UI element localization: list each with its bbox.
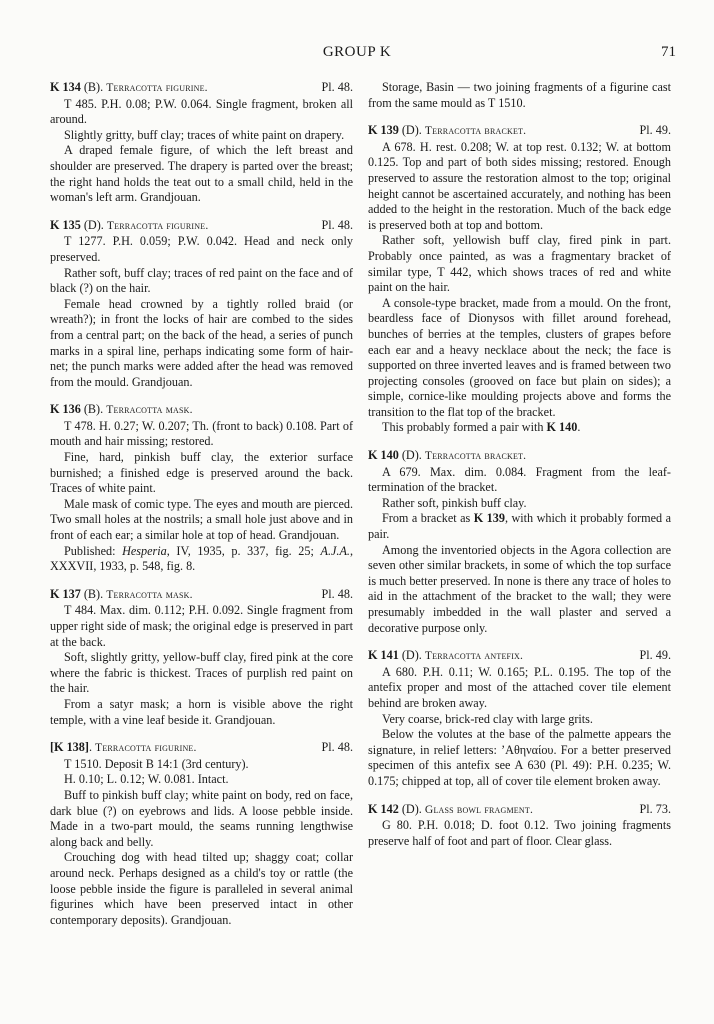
entry-heading [50, 402, 353, 418]
entry-heading [50, 218, 353, 234]
entry-paragraph: Storage, Basin — two joining fragments of a figurine cast from the same mould as T 1510. [368, 80, 671, 110]
catalog-entry-k138-continued [368, 80, 671, 111]
publication-label: Published: [64, 543, 123, 558]
entry-deposit: (B). [80, 402, 107, 417]
entry-paragraph: T 1277. P.H. 0.059; P.W. 0.042. Head and neck only preserved. [50, 234, 353, 264]
entry-paragraph: T 1510. Deposit B 14:1 (3rd century). [64, 756, 249, 771]
plate-reference: Pl. 48. [321, 586, 353, 601]
entry-heading [368, 448, 671, 464]
entry-deposit: (D). [398, 648, 425, 663]
entry-id: K 134 [50, 80, 81, 94]
entry-paragraph: Rather soft, buff clay; traces of red paint on the face and of black (?) on the hair. [50, 265, 353, 296]
entry-type: Terracotta figurine. [106, 81, 208, 94]
catalog-entry-k134 [50, 80, 353, 206]
entry-type: Terracotta antefix. [424, 649, 524, 663]
entry-deposit: (D). [398, 123, 425, 138]
catalog-entry-k140 [368, 448, 671, 636]
entry-paragraph: Soft, slightly gritty, yellow-buff clay, fired pink at the core where the fabric is thickest. Traces of purplish red paint on the hair. [50, 650, 353, 696]
entry-deposit: (B). [80, 80, 107, 94]
page-number: 71 [661, 44, 676, 60]
entry-paragraph: Below the volutes at the base of the palmette appears the signature, in relief letters: ’Αθηναίου. For a better preserved specimen of this antefix see A 630 (Pl. 49): P.H. 0.235; W. 0.175; chipped at top, all of cover tile element broken away. [368, 727, 671, 788]
catalog-entry-k136 [50, 402, 353, 575]
entry-type: Terracotta figurine. [95, 741, 197, 755]
entry-paragraph: A draped female figure, of which the left breast and shoulder are preserved. The drapery is parted over the breast; the right hand holds the teat out to a small child, held in the woman's left arm. Grandjouan. [50, 143, 353, 205]
publication-reference [50, 544, 353, 575]
entry-paragraph: Among the inventoried objects in the Agora collection are seven other similar brackets, in some of which the top surface is much better preserved. In none is there any trace of holes to aid in the attachment of the bracket to the wall; they were presumably imbedded in the wall plaster and served a decorative purpose only. [368, 542, 671, 635]
entry-paragraph: Fine, hard, pinkish buff clay, the exterior surface burnished; a finished edge is preserved around the back. Traces of white paint. [50, 450, 353, 496]
entry-deposit: (B). [80, 586, 107, 601]
entry-id: K 142 [368, 801, 399, 816]
plate-reference: Pl. 49. [639, 648, 671, 663]
plate-reference: Pl. 48. [321, 740, 353, 755]
text-run: From a bracket as [382, 511, 474, 526]
entry-type: Terracotta bracket. [424, 124, 527, 138]
entry-id: K 136 [50, 402, 81, 417]
entry-id: K 135 [50, 217, 81, 232]
entry-paragraph: Rather soft, pinkish buff clay. [382, 495, 527, 510]
text-run: This probably formed a pair with [382, 420, 547, 435]
entry-heading [50, 587, 353, 603]
entry-type: Terracotta bracket. [424, 449, 527, 463]
entry-paragraph: T 484. Max. dim. 0.112; P.H. 0.092. Single fragment from upper right side of mask; the original edge is preserved in part at the back. [50, 603, 353, 649]
entry-paragraph: Slightly gritty, buff clay; traces of white paint on drapery. [64, 127, 345, 142]
entry-heading [368, 123, 671, 139]
entry-paragraph: G 80. P.H. 0.018; D. foot 0.12. Two joining fragments preserve half of foot and part of floor. Clear glass. [368, 818, 671, 848]
cross-reference: K 140 [546, 420, 578, 435]
catalog-entry-k137 [50, 587, 353, 728]
entry-id: K 140 [368, 448, 399, 463]
entry-paragraph: Buff to pinkish buff clay; white paint on body, red on face, dark blue (?) on eyebrows and lids. A loose pebble inside. Made in a two-part mould, the seams running lengthwise along back and belly. [50, 787, 353, 849]
entry-paragraph: T 478. H. 0.27; W. 0.207; Th. (front to back) 0.108. Part of mouth and hair missing; restored. [50, 418, 353, 449]
catalog-entry-k142 [368, 802, 671, 850]
entry-heading [368, 802, 671, 818]
left-column [50, 80, 353, 940]
entry-paragraph: A 678. H. rest. 0.208; W. at top rest. 0.132; W. at bottom 0.125. Top and part of both sides missing; restored. Enough preserved to assure the restoration almost to the top; original height cannot be ascertained accurately, and nothing has been added to the height in the restoration. Much of the back edge is preserved both at top and bottom. [368, 139, 671, 232]
entry-deposit: (D). [398, 801, 425, 816]
right-column [368, 80, 671, 861]
text-run: . [577, 420, 581, 435]
entry-deposit: (D). [398, 448, 425, 463]
entry-heading [50, 740, 353, 756]
entry-id: K 141 [368, 648, 399, 663]
entry-paragraph: A console-type bracket, made from a mould. On the front, beardless face of Dionysos with fillet around forehead, bunches of berries at the temples, clusters of grapes before each ear and a heavy necklace about the neck; the face is supported on three inverted leaves and is framed between two projecting consoles (grooved on face but plain on sides); a simple, cornice-like moulding projects above and forms the transition to the flat top of the bracket. [368, 295, 671, 419]
entry-heading [368, 648, 671, 664]
entry-paragraph: Female head crowned by a tightly rolled braid (or wreath?); in front the locks of hair are combed to the sides from a central part; on the back of the head, a series of punch marks in a spiral line, perhaps indicating some form of hair-net; the punch marks were added after the head was removed from the mould. Grandjouan. [50, 296, 353, 389]
entry-paragraph: A 679. Max. dim. 0.084. Fragment from the leaf-termination of the bracket. [368, 464, 671, 495]
plate-reference: Pl. 48. [321, 217, 353, 232]
entry-paragraph: Male mask of comic type. The eyes and mouth are pierced. Two small holes at the nostrils; a small hole just above and in front of each ear; a similar hole at top of head. Grandjouan. [50, 496, 353, 543]
entry-id: [K 138] [50, 740, 89, 755]
entry-id: K 137 [50, 586, 81, 601]
entry-paragraph: From a satyr mask; a horn is visible above the right temple, with a vine leaf beside it. Grandjouan. [50, 696, 353, 727]
entry-deposit: (D). [80, 217, 107, 232]
plate-reference: Pl. 73. [639, 801, 671, 816]
catalog-entry-k139 [368, 123, 671, 436]
entry-id: K 139 [368, 123, 399, 138]
entry-paragraph [368, 511, 671, 542]
plate-reference: Pl. 49. [639, 123, 671, 138]
catalog-entry-k138 [50, 740, 353, 928]
running-header: GROUP K [322, 44, 392, 60]
entry-type: Terracotta mask. [106, 587, 193, 601]
entry-paragraph: Crouching dog with head tilted up; shaggy coat; collar around neck. Perhaps designed as a child's toy or rattle (the loose pebble inside the figure is paralleled in several animal figurines which have been preserved intact in other contemporary deposits). Grandjouan. [50, 850, 353, 927]
entry-paragraph: Very coarse, brick-red clay with large grits. [382, 711, 593, 726]
entry-paragraph: Rather soft, yellowish buff clay, fired pink in part. Probably once painted, as was a fragmentary bracket of similar type, T 442, which shows traces of red and white paint on the hair. [368, 233, 671, 295]
cross-reference: K 139 [473, 511, 505, 526]
entry-heading [50, 80, 353, 96]
entry-paragraph: H. 0.10; L. 0.12; W. 0.081. Intact. [64, 772, 229, 787]
catalog-entry-k141 [368, 648, 671, 789]
plate-reference: Pl. 48. [321, 80, 353, 94]
text-run: , with which it probably formed a pair. [368, 511, 671, 542]
entry-paragraph [368, 420, 671, 436]
entry-paragraph: A 680. P.H. 0.11; W. 0.165; P.L. 0.195. The top of the antefix proper and most of the attached cover tile element behind are broken away. [368, 664, 671, 710]
citation-detail: , IV, 1935, p. 337, fig. 25; [166, 543, 321, 558]
entry-type: Terracotta mask. [106, 403, 193, 417]
journal-title: A.J.A. [320, 543, 350, 558]
citation-detail: , XXXVII, 1933, p. 548, fig. 8. [50, 543, 353, 574]
journal-title: Hesperia [122, 543, 167, 558]
entry-type: Terracotta figurine. [106, 218, 209, 232]
entry-deposit: . [88, 740, 96, 755]
entry-type: Glass bowl fragment. [424, 802, 534, 816]
entry-paragraph: T 485. P.H. 0.08; P.W. 0.064. Single fragment, broken all around. [50, 96, 353, 127]
catalog-entry-k135 [50, 218, 353, 391]
